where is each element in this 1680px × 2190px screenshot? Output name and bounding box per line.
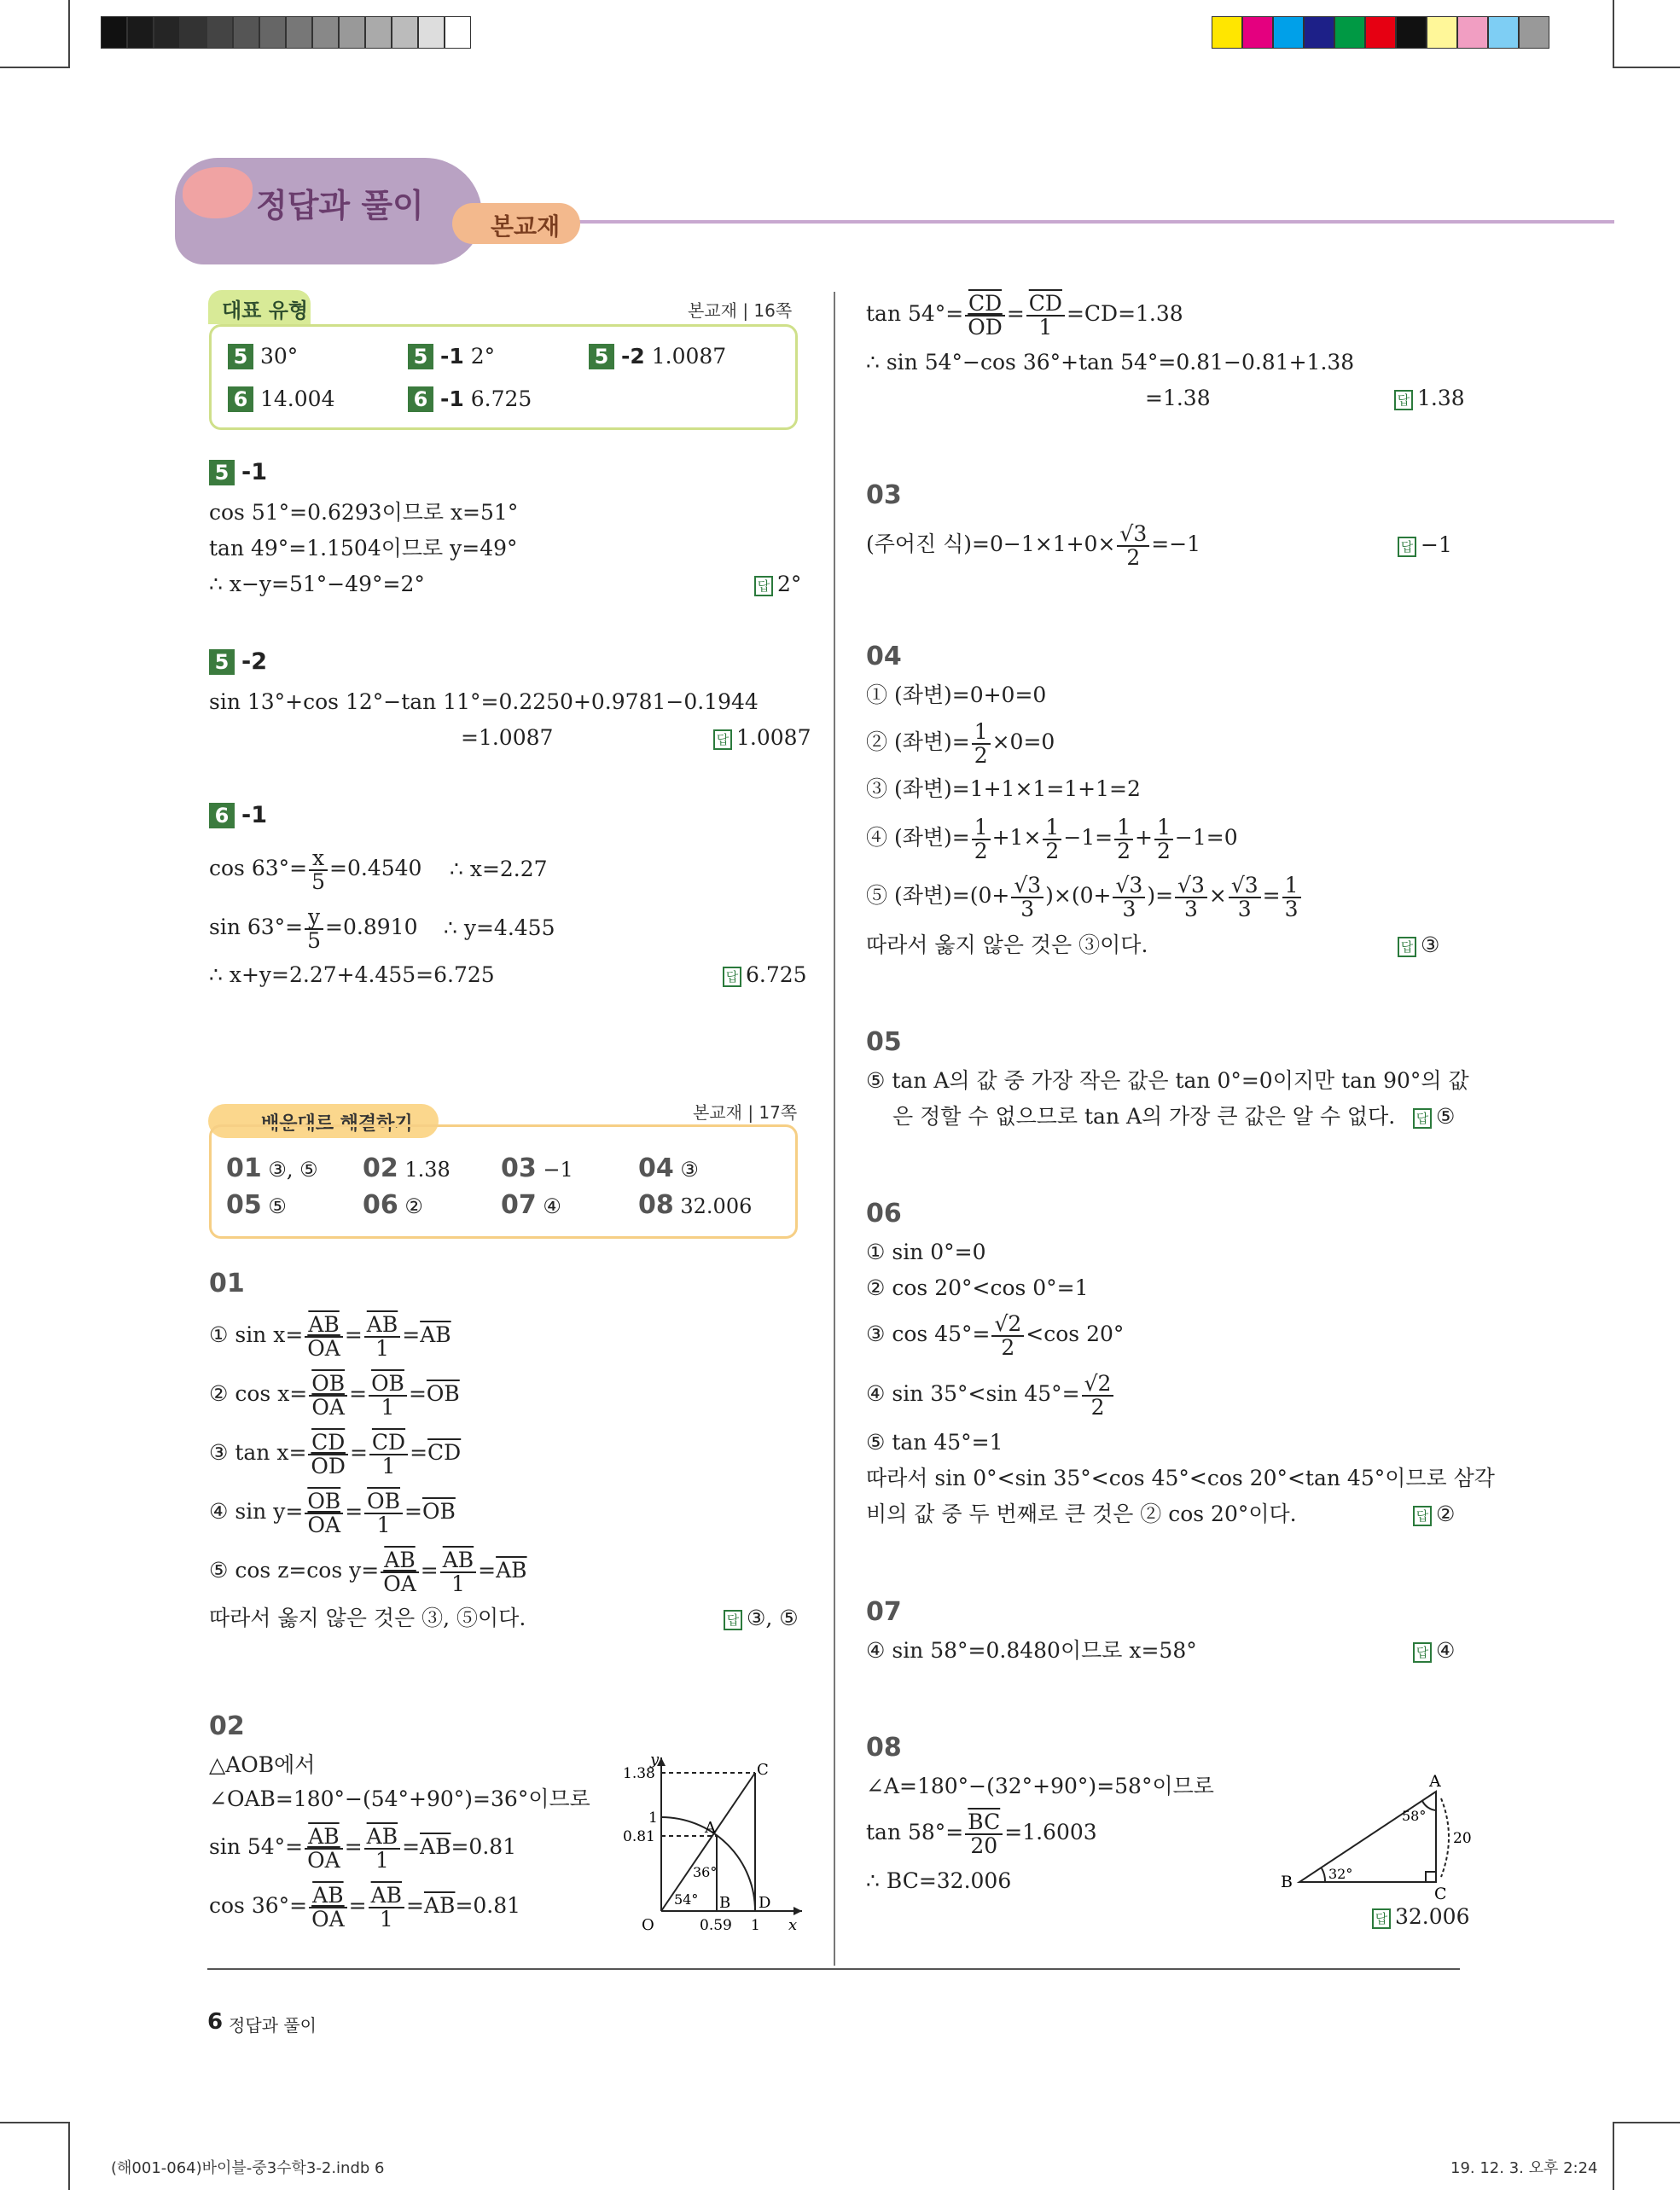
q06-line5: ⑤ tan 45°=1 [866,1430,1003,1455]
footer-rule [207,1968,1460,1970]
s51-heading: 5 -1 [209,459,267,485]
color-swatch-magenta [1242,16,1273,49]
gray-swatch-3 [154,16,180,49]
gray-swatch-4 [180,16,206,49]
fig08-a-label: A [1429,1773,1441,1791]
color-swatch-light-yellow [1427,16,1457,49]
answer-mark-icon: 답 [1372,1908,1391,1929]
footer-label: 정답과 풀이 [229,2015,317,2036]
box2-ref: 본교재 | 17쪽 [693,1102,798,1123]
box2-label: 배운대로 해결하기 [261,1113,413,1135]
s61-answer: 답 6.725 [723,962,807,987]
crop-mark-tl-v [68,0,70,68]
q02-line4: cos 36°= $\frac{\overline{AB}}{OA}$ = $\frac{\overline{AB}}{1}$ $=\overline{AB}=0.81$ [209,1882,521,1931]
gray-swatch-6 [233,16,259,49]
q01-row4: ④ sin y= $\frac{\overline{OB}}{OA}$ = $\frac{\overline{OB}}{1}$ $=\overline{OB}$ [209,1488,456,1537]
s61-line1-therefore: ∴ x=2.27 [450,857,548,881]
answer-mark-icon: 답 [1413,1506,1432,1526]
q04-line4: ④ (좌변)= $\frac{1}{2}$ +1× $\frac{1}{2}$ −1= $\frac{1}{2}$ + $\frac{1}{2}$ −1=0 [866,814,1238,863]
q08-title: 08 [866,1733,902,1763]
gray-swatch-5 [206,16,233,49]
s51-line1: cos 51°=0.6293이므로 x=51° [209,500,519,525]
gray-swatch-10 [339,16,365,49]
fig-c-label: C [757,1761,769,1779]
fig-36-label: 36° [693,1864,718,1880]
gray-swatch-14 [445,16,471,49]
box2-item-07: 07 ④ [501,1190,561,1220]
angle-b-arc [1322,1868,1325,1882]
box2-item-06: 06 ② [363,1190,423,1220]
s61-line3: ∴ x+y=2.27+4.455=6.725 [209,962,495,987]
gray-swatch-9 [312,16,339,49]
q03-answer: 답 −1 [1398,532,1452,557]
color-swatch-yellow [1212,16,1242,49]
right-triangle [1299,1792,1436,1882]
color-swatch-light-blue [1488,16,1519,49]
box2-item-03: 03 −1 [501,1153,573,1183]
fig08-20-label: 20 [1453,1830,1472,1847]
fig08-b-label: B [1281,1873,1293,1891]
q01-answer: 답 ③, ⑤ [724,1606,799,1630]
q03-title: 03 [866,480,902,510]
s61-line2-therefore: ∴ y=4.455 [444,915,555,940]
q01-row3: ③ tan x= $\frac{\overline{CD}}{OD}$ = $\frac{\overline{CD}}{1}$ $=\overline{CD}$ [209,1429,462,1478]
q04-line3: ③ (좌변)=1+1×1=1+1=2 [866,776,1141,801]
answer-mark-icon: 답 [1413,1642,1432,1663]
slug-file: (해001-064)바이블-중3수학3-2.indb 6 [111,2159,385,2177]
box2-item-08: 08 32.006 [638,1190,753,1220]
fig-x-label: x [788,1916,798,1934]
r02-line1: tan 54°= $\frac{\overline{CD}}{OD}$ = $\frac{\overline{CD}}{1}$ =CD=1.38 [866,290,1183,340]
s51-line2: tan 49°=1.1504이므로 y=49° [209,536,518,561]
q03-line1: (주어진 식)=0−1×1+0× $\frac{√3}{2}$ =−1 [866,520,1201,570]
q02-line3: sin 54°= $\frac{\overline{AB}}{OA}$ = $\frac{\overline{AB}}{1}$ $=\overline{AB}=0.81$ [209,1823,517,1873]
s61-heading: 6 -1 [209,802,267,828]
side-ac-dim [1441,1798,1449,1877]
q01-row5: ⑤ cos z=cos y= $\frac{\overline{AB}}{OA}$ = $\frac{\overline{AB}}{1}$ $=\overline{AB}$ [209,1547,527,1596]
q06-line6: 따라서 sin 0°<sin 35°<cos 45°<cos 20°<tan 45°이므로 삼각 [866,1466,1495,1490]
answer-mark-icon: 답 [1398,937,1416,957]
fig-a-label: A [705,1819,716,1837]
crop-mark-br-h [1613,2122,1680,2123]
q02-line2: ∠OAB=180°−(54°+90°)=36°이므로 [209,1786,590,1811]
q01-conclusion: 따라서 옳지 않은 것은 ③, ⑤이다. [209,1606,526,1630]
answer-mark-icon: 답 [1413,1108,1432,1129]
color-swatch-green [1334,16,1365,49]
q02-title: 02 [209,1711,245,1741]
s61-line2: sin 63°= $\frac{y}{5}$ =0.8910 [209,903,418,953]
r02-line3: =1.38 [1145,386,1211,410]
q02-figure [614,1749,806,1937]
answer-mark-icon: 답 [724,1610,742,1630]
gray-swatch-1 [101,16,127,49]
q08-line3: ∴ BC=32.006 [866,1868,1012,1893]
answer-mark-icon: 답 [754,576,773,596]
color-swatch-gray [1519,16,1549,49]
s61-line1: cos 63°= $\frac{x}{5}$ =0.4540 [209,845,422,894]
box1-ref: 본교재 | 16쪽 [688,300,793,321]
slug-date: 19. 12. 3. 오후 2:24 [1450,2159,1598,2177]
box1-item-4: 6 14.004 [228,386,334,412]
box1-tab [208,290,311,324]
page-title: 정답과 풀이 [256,187,424,224]
crop-mark-br-v [1613,2122,1614,2190]
q01-row1: ① sin x= $\frac{\overline{AB}}{OA}$ = $\frac{\overline{AB}}{1}$ $=\overline{AB}$ [209,1311,451,1361]
q06-line2: ② cos 20°<cos 0°=1 [866,1275,1089,1300]
box2-item-04: 04 ③ [638,1153,699,1183]
q08-figure [1276,1773,1472,1901]
fig-y-label: y [650,1751,660,1769]
fig08-c-label: C [1434,1885,1447,1901]
q05-answer: 답 ⑤ [1413,1104,1455,1129]
answer-mark-icon: 답 [1394,390,1413,410]
fig08-58-label: 58° [1402,1808,1427,1824]
q04-conclusion: 따라서 옳지 않은 것은 ③이다. [866,932,1148,957]
s51-line3: ∴ x−y=51°−49°=2° [209,572,425,596]
right-angle-mark [1426,1872,1436,1882]
q07-line1: ④ sin 58°=0.8480이므로 x=58° [866,1638,1197,1663]
answer-mark-icon: 답 [713,729,732,750]
r02-answer: 답 1.38 [1394,386,1465,410]
q04-line1: ① (좌변)=0+0=0 [866,683,1047,707]
box2-item-02: 02 1.38 [363,1153,451,1183]
box1-item-1: 5 30° [228,344,298,369]
fig-138-label: 1.38 [623,1765,655,1782]
q07-title: 07 [866,1597,902,1627]
q04-title: 04 [866,642,902,671]
fig-1-label: 1 [648,1810,658,1827]
fig-059-label: 0.59 [700,1917,732,1934]
q07-answer: 답 ④ [1413,1638,1455,1663]
fig08-32-label: 32° [1328,1866,1353,1882]
gray-swatch-7 [259,16,286,49]
q06-title: 06 [866,1199,902,1229]
q06-line1: ① sin 0°=0 [866,1240,986,1264]
page-number: 6 [207,2009,224,2035]
box1-summary [209,324,798,430]
gray-swatch-13 [418,16,445,49]
answer-mark-icon: 답 [723,967,741,987]
gray-swatch-2 [127,16,154,49]
box1-item-3: 5 -2 1.0087 [589,344,726,369]
section-tab-label: 본교재 [491,212,561,241]
q04-line2: ② (좌변)= $\frac{1}{2}$ ×0=0 [866,718,1055,768]
fig-081-label: 0.81 [623,1828,655,1845]
gray-swatch-12 [392,16,418,49]
q05-line1: ⑤ tan A의 값 중 가장 작은 값은 tan 0°=0이지만 tan 90°의 값 [866,1068,1469,1093]
gray-swatch-11 [365,16,392,49]
s52-heading: 5 -2 [209,648,267,675]
s52-line2: =1.0087 [461,725,554,750]
q01-title: 01 [209,1269,245,1298]
q08-answer: 답 32.006 [1372,1904,1469,1929]
color-swatch-red [1365,16,1396,49]
s52-line1: sin 13°+cos 12°−tan 11°=0.2250+0.9781−0.1944 [209,689,759,714]
column-divider [834,292,835,1966]
fig-54-label: 54° [674,1891,699,1908]
q02-line1: △AOB에서 [209,1752,316,1777]
crop-mark-bl-h [0,2122,68,2123]
box1-item-5: 6 -1 6.725 [408,386,532,412]
fig-o-label: O [642,1916,654,1934]
fig-b-label: B [719,1894,731,1912]
fig-d-label: D [759,1894,771,1912]
q04-line5: ⑤ (좌변)=(0+ $\frac{√3}{3}$ )×(0+ $\frac{√3}{3}$ )= $\frac{√3}{3}$ × $\frac{√3}{3}$ = $\frac{1}{3}$ [866,870,1303,921]
box1-label: 대표 유형 [222,299,309,322]
crop-mark-tl-h [0,67,68,68]
crop-mark-bl-v [68,2122,70,2190]
box2-item-01: 01 ③, ⑤ [226,1153,318,1183]
crop-mark-tr-h [1613,67,1680,68]
q08-line2: tan 58°= $\frac{\overline{BC}}{20}$ =1.6003 [866,1809,1097,1858]
color-swatch-black [1396,16,1427,49]
q05-line2: 은 정할 수 없으므로 tan A의 가장 큰 값은 알 수 없다. [892,1104,1396,1129]
line-oc [661,1773,755,1911]
q06-line7: 비의 값 중 두 번째로 큰 것은 ② cos 20°이다. [866,1502,1297,1526]
s52-answer: 답 1.0087 [713,725,811,750]
q01-row2: ② cos x= $\frac{\overline{OB}}{OA}$ = $\frac{\overline{OB}}{1}$ $=\overline{OB}$ [209,1370,460,1420]
color-swatch-cyan [1273,16,1304,49]
q06-line4: ④ sin 35°<sin 45°= $\frac{√2}{2}$ [866,1368,1115,1420]
s51-answer: 답 2° [754,572,801,596]
section-tab [452,203,580,244]
q06-line3: ③ cos 45°= $\frac{√2}{2}$ <cos 20° [866,1310,1125,1360]
q04-answer: 답 ③ [1398,932,1439,957]
fish-mascot-icon [183,167,253,218]
color-swatch-pink [1457,16,1488,49]
header-rule [572,220,1614,224]
color-swatch-blue [1304,16,1334,49]
gray-swatch-8 [286,16,312,49]
fig-x1-label: 1 [751,1917,760,1934]
r02-line2: ∴ sin 54°−cos 36°+tan 54°=0.81−0.81+1.38 [866,350,1355,375]
box2-item-05: 05 ⑤ [226,1190,287,1220]
box1-item-2: 5 -1 2° [408,344,495,369]
q08-line1: ∠A=180°−(32°+90°)=58°이므로 [866,1774,1214,1798]
answer-mark-icon: 답 [1398,537,1416,557]
q06-answer: 답 ② [1413,1502,1455,1526]
q05-title: 05 [866,1027,902,1057]
crop-mark-tr-v [1613,0,1614,68]
